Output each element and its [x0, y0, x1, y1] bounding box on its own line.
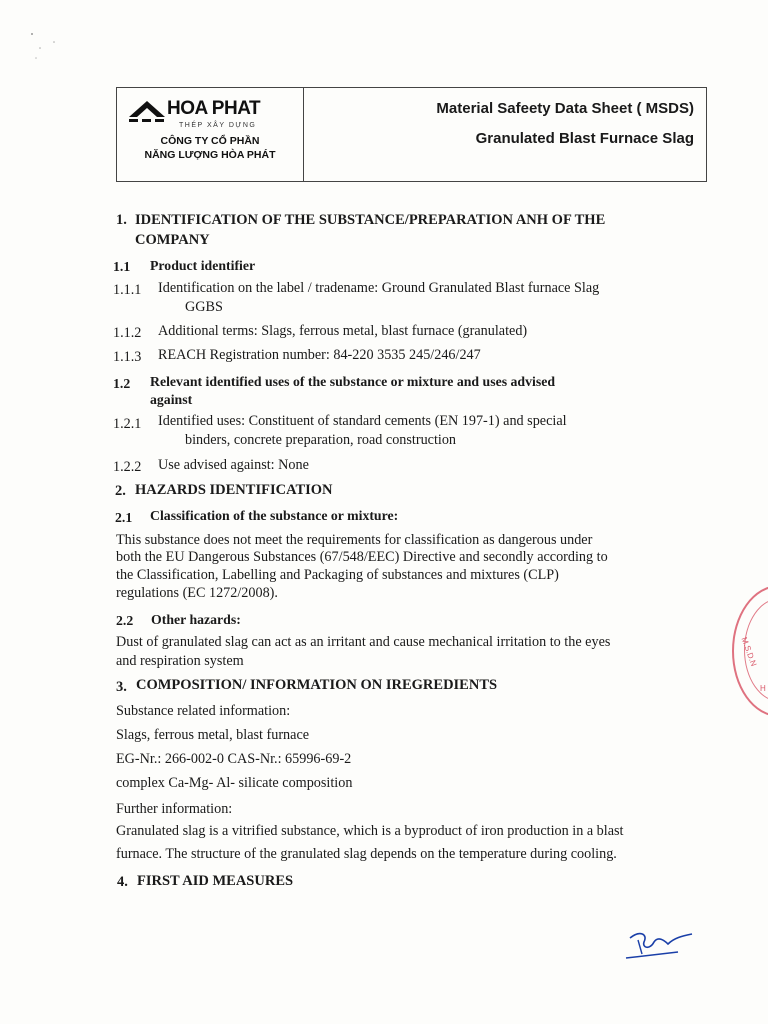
item-1-2-1-text-cont: binders, concrete preparation, road construction [185, 432, 457, 448]
section-3-line1: Substance related information: [116, 703, 291, 719]
section-3-line3: EG-Nr.: 266-002-0 CAS-Nr.: 65996-69-2 [116, 751, 352, 767]
section-4-number: 4. [117, 874, 128, 890]
section-2-2-paragraph-line1: Dust of granulated slag can act as an irritant and cause mechanical irritation to the eyes [116, 634, 611, 650]
section-1-number: 1. [116, 212, 127, 228]
section-3-line4: complex Ca-Mg- Al- silicate composition [116, 775, 353, 791]
section-3-line5: Further information: [116, 801, 233, 817]
section-1-2-title-cont: against [150, 392, 193, 407]
section-2-1-paragraph-line3: the Classification, Labelling and Packaging of substances and mixtures (CLP) [116, 567, 559, 583]
header-title-block [304, 88, 706, 181]
brand-tagline: THÉP XÂY DỰNG [179, 122, 257, 129]
item-1-1-2-text: Additional terms: Slags, ferrous metal, blast furnace (granulated) [158, 323, 528, 339]
section-2-1-paragraph-line2: both the EU Dangerous Substances (67/548/EEC) Directive and secondly according to [116, 549, 608, 565]
item-1-2-2-number: 1.2.2 [113, 459, 142, 475]
stamp-text: M.S.D.N [739, 636, 759, 668]
company-name-line2: NĂNG LƯỢNG HÒA PHÁT [144, 149, 276, 161]
item-1-2-1-text: Identified uses: Constituent of standard cements (EN 197-1) and special [158, 413, 567, 429]
section-1-title-cont: COMPANY [135, 232, 210, 248]
company-name-line1: CÔNG TY CỔ PHẦN [160, 135, 260, 147]
section-4-title: FIRST AID MEASURES [137, 873, 294, 889]
section-1-2-number: 1.2 [113, 376, 131, 391]
section-2-1-paragraph-line1: This substance does not meet the requirements for classification as dangerous under [116, 532, 593, 548]
brand-name: HOA PHAT [167, 98, 261, 119]
section-1-2-title: Relevant identified uses of the substance or mixture and uses advised [150, 374, 555, 389]
section-2-1-number: 2.1 [115, 510, 133, 525]
stamp-text-2: H [760, 684, 766, 693]
item-1-1-1-number: 1.1.1 [113, 282, 142, 298]
section-1-1-title: Product identifier [150, 258, 256, 273]
section-2-1-title: Classification of the substance or mixture: [150, 508, 399, 523]
document-title: Material Safeety Data Sheet ( MSDS) [436, 100, 694, 117]
scan-specks [28, 28, 68, 73]
section-3-line2: Slags, ferrous metal, blast furnace [116, 727, 310, 743]
item-1-2-2-text: Use advised against: None [158, 457, 309, 473]
section-1-1-number: 1.1 [113, 259, 131, 274]
section-3-line6: Granulated slag is a vitrified substance, which is a byproduct of iron production in a blast [116, 823, 624, 839]
item-1-2-1-number: 1.2.1 [113, 416, 142, 432]
header-box [116, 87, 707, 182]
section-3-number: 3. [116, 679, 127, 695]
item-1-1-2-number: 1.1.2 [113, 325, 142, 341]
item-1-1-1-text-cont: GGBS [185, 299, 223, 315]
section-3-title: COMPOSITION/ INFORMATION ON IREGREDIENTS [136, 677, 498, 693]
item-1-1-3-text: REACH Registration number: 84-220 3535 245/246/247 [158, 347, 481, 363]
section-2-2-paragraph-line2: and respiration system [116, 653, 244, 669]
section-2-2-number: 2.2 [116, 613, 134, 628]
section-2-title: HAZARDS IDENTIFICATION [135, 482, 333, 498]
section-2-number: 2. [115, 483, 126, 499]
section-1-title: IDENTIFICATION OF THE SUBSTANCE/PREPARATION ANH OF THE [135, 212, 606, 228]
company-logo-block [117, 88, 304, 181]
section-2-2-title: Other hazards: [151, 612, 241, 627]
signature-mark [620, 928, 700, 968]
section-3-line7: furnace. The structure of the granulated slag depends on the temperature during cooling. [116, 846, 617, 862]
item-1-1-3-number: 1.1.3 [113, 349, 142, 365]
section-2-1-paragraph-line4: regulations (EC 1272/2008). [116, 585, 278, 601]
item-1-1-1-text: Identification on the label / tradename: Ground Granulated Blast furnace Slag [158, 280, 600, 296]
document-subtitle: Granulated Blast Furnace Slag [475, 130, 694, 147]
hoa-phat-logo-icon [129, 101, 165, 123]
